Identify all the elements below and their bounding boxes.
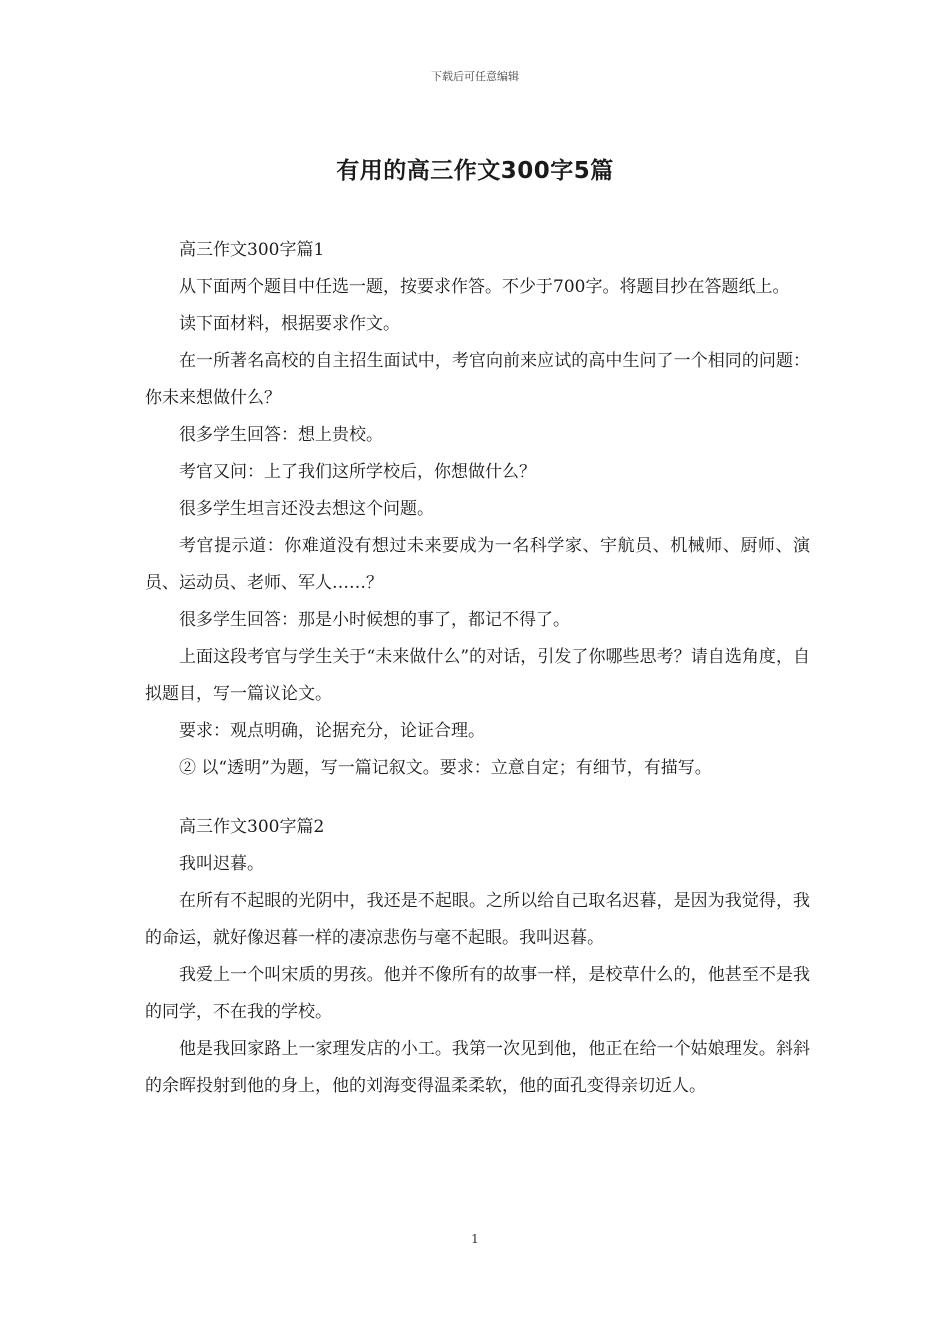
paragraph: ② 以“透明”为题，写一篇记叙文。要求：立意自定；有细节，有描写。 bbox=[179, 758, 712, 778]
paragraph: 从下面两个题目中任选一题，按要求作答。不少于700字。将题目抄在答题纸上。 bbox=[179, 277, 790, 297]
section-heading: 高三作文300字篇2 bbox=[179, 817, 325, 837]
header-note: 下载后可任意编辑 bbox=[431, 70, 519, 83]
paragraph: 很多学生回答：想上贵校。 bbox=[179, 425, 383, 445]
paragraph: 我叫迟暮。 bbox=[179, 854, 264, 874]
section-heading: 高三作文300字篇1 bbox=[179, 240, 325, 260]
page-number: 1 bbox=[471, 1232, 479, 1246]
document-title: 有用的高三作文300字5篇 bbox=[336, 158, 614, 184]
paragraph: 考官又问：上了我们这所学校后，你想做什么？ bbox=[179, 462, 536, 482]
document-body bbox=[145, 232, 810, 1105]
paragraph: 在所有不起眼的光阴中，我还是不起眼。之所以给自己取名迟暮，是因为我觉得，我的命运，就好像迟暮一样的凄凉悲伤与毫不起眼。我叫迟暮。 bbox=[145, 891, 810, 948]
paragraph: 考官提示道：你难道没有想过未来要成为一名科学家、宇航员、机械师、厨师、演员、运动员、老师、军人……？ bbox=[145, 536, 810, 593]
paragraph: 他是我回家路上一家理发店的小工。我第一次见到他，他正在给一个姑娘理发。斜斜的余晖投射到他的身上，他的刘海变得温柔柔软，他的面孔变得亲切近人。 bbox=[145, 1039, 810, 1096]
paragraph: 很多学生回答：那是小时候想的事了，都记不得了。 bbox=[179, 610, 570, 630]
section-spacer bbox=[145, 787, 810, 809]
paragraph: 我爱上一个叫宋质的男孩。他并不像所有的故事一样，是校草什么的，他甚至不是我的同学，不在我的学校。 bbox=[145, 965, 810, 1022]
paragraph: 要求：观点明确，论据充分，论证合理。 bbox=[179, 721, 485, 741]
paragraph: 读下面材料，根据要求作文。 bbox=[179, 314, 400, 334]
paragraph: 在一所著名高校的自主招生面试中，考官向前来应试的高中生问了一个相同的问题：你未来想做什么？ bbox=[145, 351, 810, 408]
paragraph: 很多学生坦言还没去想这个问题。 bbox=[179, 499, 434, 519]
paragraph: 上面这段考官与学生关于“未来做什么”的对话，引发了你哪些思考？请自选角度，自拟题目，写一篇议论文。 bbox=[145, 647, 810, 704]
